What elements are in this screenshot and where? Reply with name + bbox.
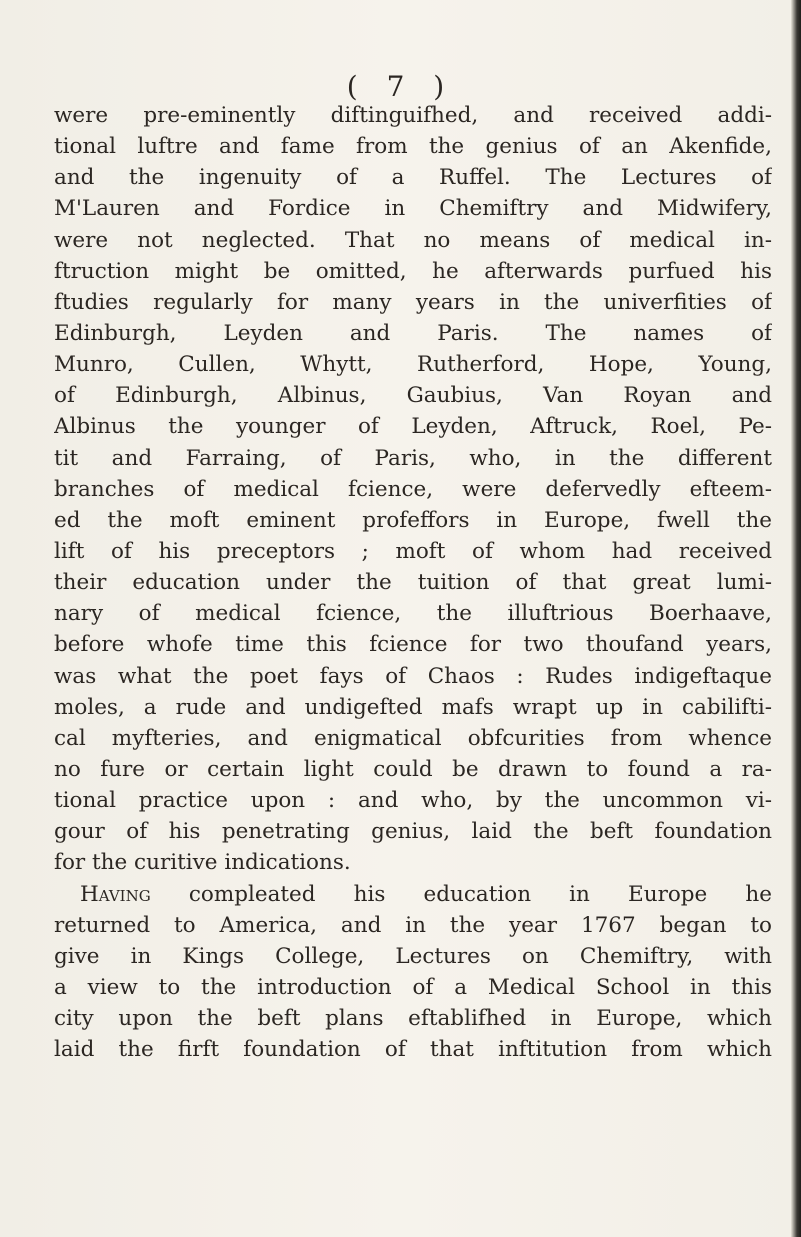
text-line: M'Lauren and Fordice in Chemiftry and Midwifery, <box>54 196 772 222</box>
text-line: ftudies regularly for many years in the univerfities of <box>54 289 772 315</box>
text-line: Albinus the younger of Leyden, Aftruck, Roel, Pe- <box>54 414 772 440</box>
text-line: laid the firft foundation of that inftitution from which <box>54 1037 772 1063</box>
text-line: and the ingenuity of a Ruffel. The Lectures of <box>54 165 772 191</box>
text-line: were pre-eminently diftinguifhed, and received addi- <box>54 103 772 128</box>
text-line: tional practice upon : and who, by the uncommon vi- <box>54 788 772 814</box>
text-line: give in Kings College, Lectures on Chemiftry, with <box>54 943 772 969</box>
text-line: lift of his preceptors ; moft of whom had received <box>54 538 772 564</box>
text-line: city upon the beft plans eftablifhed in Europe, which <box>54 1006 772 1032</box>
text-line: of Edinburgh, Albinus, Gaubius, Van Royan and <box>54 383 772 409</box>
paragraph-lead-word: Having <box>80 881 151 907</box>
text-line: nary of medical fcience, the illuftrious Boerhaave, <box>54 601 772 627</box>
text-line: moles, a rude and undigefted mafs wrapt up in cabilifti- <box>54 694 772 720</box>
text-line: for the curitive indications. <box>54 850 351 876</box>
text-line: were not neglected. That no means of medical in- <box>54 227 772 253</box>
text-line: tional luftre and fame from the genius of an Akenfide, <box>54 134 772 160</box>
text-line: was what the poet fays of Chaos : Rudes indigeftaque <box>54 663 772 689</box>
text-line: cal myfteries, and enigmatical obfcurities from whence <box>54 725 772 751</box>
text-line: ed the moft eminent profeffors in Europe, fwell the <box>54 507 772 533</box>
text-line: Edinburgh, Leyden and Paris. The names of <box>54 320 772 346</box>
text-line: Munro, Cullen, Whytt, Rutherford, Hope, Young, <box>54 352 772 378</box>
text-line: tit and Farraing, of Paris, who, in the different <box>54 445 772 471</box>
text-line: their education under the tuition of that great lumi- <box>54 570 772 596</box>
text-line: no fure or certain light could be drawn to found a ra- <box>54 756 772 782</box>
text-line: a view to the introduction of a Medical School in this <box>54 974 772 1000</box>
text-line: ftruction might be omitted, he afterwards purfued his <box>54 258 772 284</box>
paragraph-lead-rest: compleated his education in Europe he <box>150 881 772 907</box>
page-edge-shadow <box>791 0 801 1237</box>
text-line: branches of medical fcience, were defervedly efteem- <box>54 476 772 502</box>
body-text <box>54 100 772 1065</box>
text-line: before whofe time this fcience for two thoufand years, <box>54 632 772 658</box>
paragraph-start-line <box>54 879 772 910</box>
text-line: gour of his penetrating genius, laid the beft foundation <box>54 819 772 845</box>
text-line: returned to America, and in the year 1767 began to <box>54 912 772 938</box>
page-number: ( 7 ) <box>346 70 455 103</box>
